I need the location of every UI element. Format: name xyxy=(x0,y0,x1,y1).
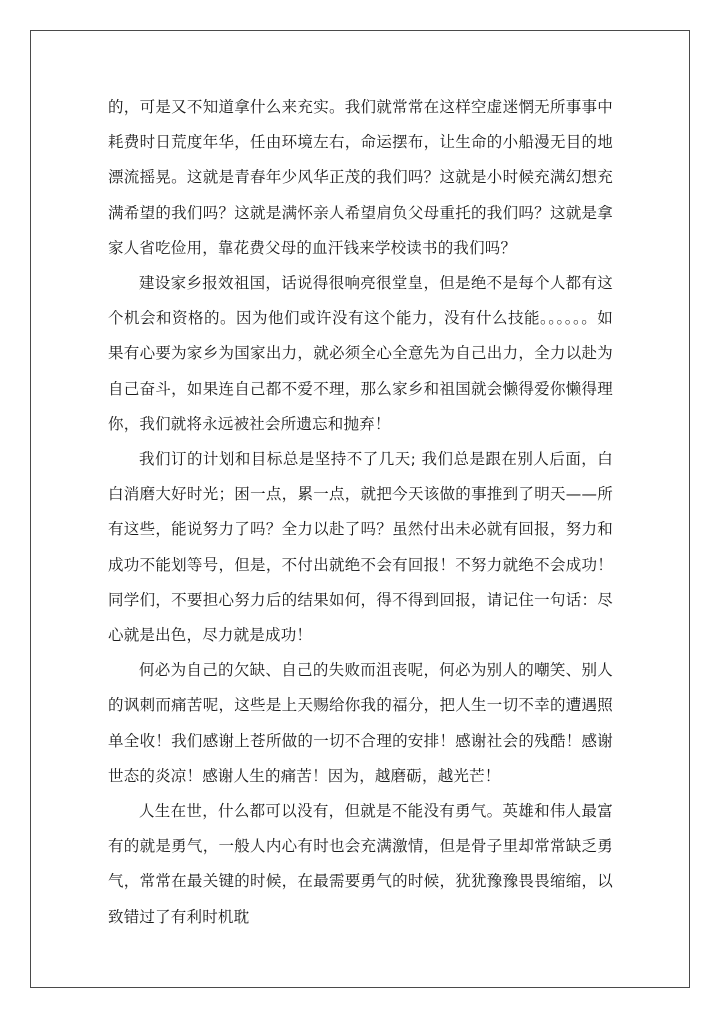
paragraph-3: 我们订的计划和目标总是坚持不了几天; 我们总是跟在别人后面，白白消磨大好时光；困一点，累一点，就把今天该做的事推到了明天——所有这些，能说努力了吗？全力以赴了吗？虽然付出未必就有回报，努力和成功不能划等号，但是，不付出就绝不会有回报！不努力就绝不会成功！同学们，不要担心努力后的结果如何，得不得到回报，请记住一句话：尽心就是出色，尽力就是成功！ xyxy=(108,450,613,645)
paragraph-5: 人生在世，什么都可以没有，但就是不能没有勇气。英雄和伟人最富有的就是勇气，一般人内心有时也会充满激情，但是骨子里却常常缺乏勇气，常常在最关键的时候，在最需要勇气的时候，犹犹豫豫畏畏缩缩，以致错过了有利时机耽 xyxy=(108,802,613,926)
document-body xyxy=(108,90,613,935)
paragraph-1: 的，可是又不知道拿什么来充实。我们就常常在这样空虚迷惘无所事事中耗费时日荒度年华，任由环境左右，命运摆布，让生命的小船漫无目的地漂流摇晃。这就是青春年少风华正茂的我们吗？这就是小时候充满幻想充满希望的我们吗？这就是满怀亲人希望肩负父母重托的我们吗？这就是拿家人省吃俭用，靠花费父母的血汗钱来学校读书的我们吗？ xyxy=(108,98,613,257)
paragraph-2: 建设家乡报效祖国，话说得很响亮很堂皇，但是绝不是每个人都有这个机会和资格的。因为他们或许没有这个能力，没有什么技能。。。。。。如果有心要为家乡为国家出力，就必须全心全意先为自己出力，全力以赴为自己奋斗，如果连自己都不爱不理，那么家乡和祖国就会懒得爱你懒得理你，我们就将永远被社会所遗忘和抛弃！ xyxy=(108,274,613,433)
paragraph-4: 何必为自己的欠缺、自己的失败而沮丧呢，何必为别人的嘲笑、别人的讽刺而痛苦呢，这些是上天赐给你我的福分，把人生一切不幸的遭遇照单全收！我们感谢上苍所做的一切不合理的安排！感谢社会的残酷！感谢世态的炎凉！感谢人生的痛苦！因为，越磨砺，越光芒！ xyxy=(108,661,613,785)
